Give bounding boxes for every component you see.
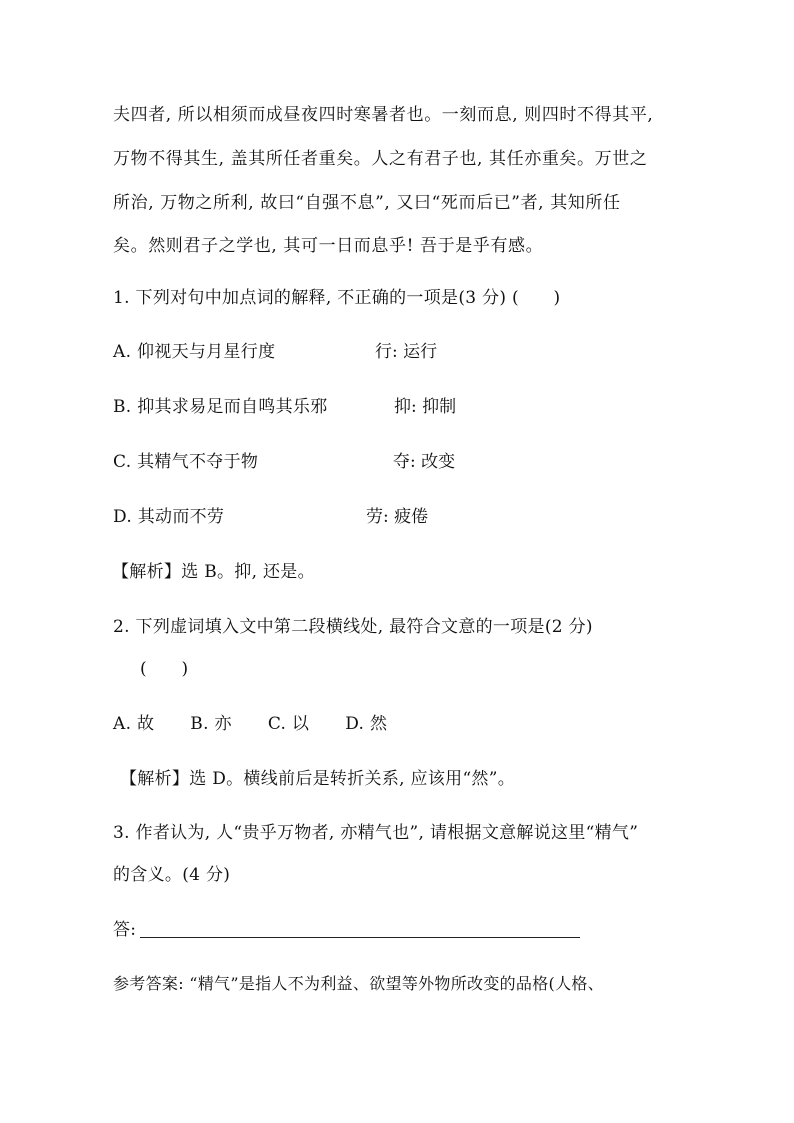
passage-line-2: 万物不得其生, 盖其所任者重矣。人之有君子也, 其任亦重矣。万世之 (113, 149, 648, 169)
question-1-option-b: B. 抑其求易足而自鸣其乐邪 (113, 397, 328, 417)
passage-line-1: 夫四者, 所以相须而成昼夜四时寒暑者也。一刻而息, 则四时不得其平, (113, 105, 654, 125)
question-3-stem-line-2: 的含义。(4 分) (113, 865, 231, 885)
question-1-option-b-gloss: 抑: 抑制 (394, 397, 457, 417)
question-3-reference-answer: 参考答案: “精气”是指人不为利益、欲望等外物所改变的品格(人格、 (113, 974, 604, 993)
question-1-option-c: C. 其精气不夺于物 (113, 452, 259, 472)
answer-blank-line[interactable] (140, 937, 580, 938)
question-2-answer-paren: ( ) (140, 659, 189, 679)
question-1-analysis: 【解析】选 B。抑, 还是。 (112, 562, 315, 582)
question-2-stem: 2. 下列虚词填入文中第二段横线处, 最符合文意的一项是(2 分) (113, 617, 593, 637)
question-2-analysis: 【解析】选 D。横线前后是转折关系, 应该用“然”。 (120, 769, 516, 789)
question-1-option-d: D. 其动而不劳 (113, 507, 225, 527)
passage-line-3: 所治, 万物之所利, 故曰“自强不息”, 又曰“死而后已”者, 其知所任 (113, 193, 621, 213)
question-2-option-d: D. 然 (345, 714, 388, 734)
question-2-option-b: B. 亦 (190, 714, 232, 734)
question-1-stem: 1. 下列对句中加点词的解释, 不正确的一项是(3 分) ( ) (113, 288, 561, 308)
question-3-stem-line-1: 3. 作者认为, 人“贵乎万物者, 亦精气也”, 请根据文意解说这里“精气” (113, 823, 639, 843)
question-2-option-a: A. 故 (113, 714, 155, 734)
question-2-option-c: C. 以 (267, 714, 310, 734)
question-1-option-c-gloss: 夺: 改变 (393, 452, 456, 472)
question-1-option-a: A. 仰视天与月星行度 (113, 342, 276, 362)
passage-line-4: 矣。然则君子之学也, 其可一日而息乎! 吾于是乎有感。 (113, 236, 544, 256)
question-1-option-d-gloss: 劳: 疲倦 (366, 507, 429, 527)
question-3-answer-label: 答: (113, 920, 137, 940)
question-2-options (113, 713, 387, 735)
question-1-option-a-gloss: 行: 运行 (375, 342, 438, 362)
